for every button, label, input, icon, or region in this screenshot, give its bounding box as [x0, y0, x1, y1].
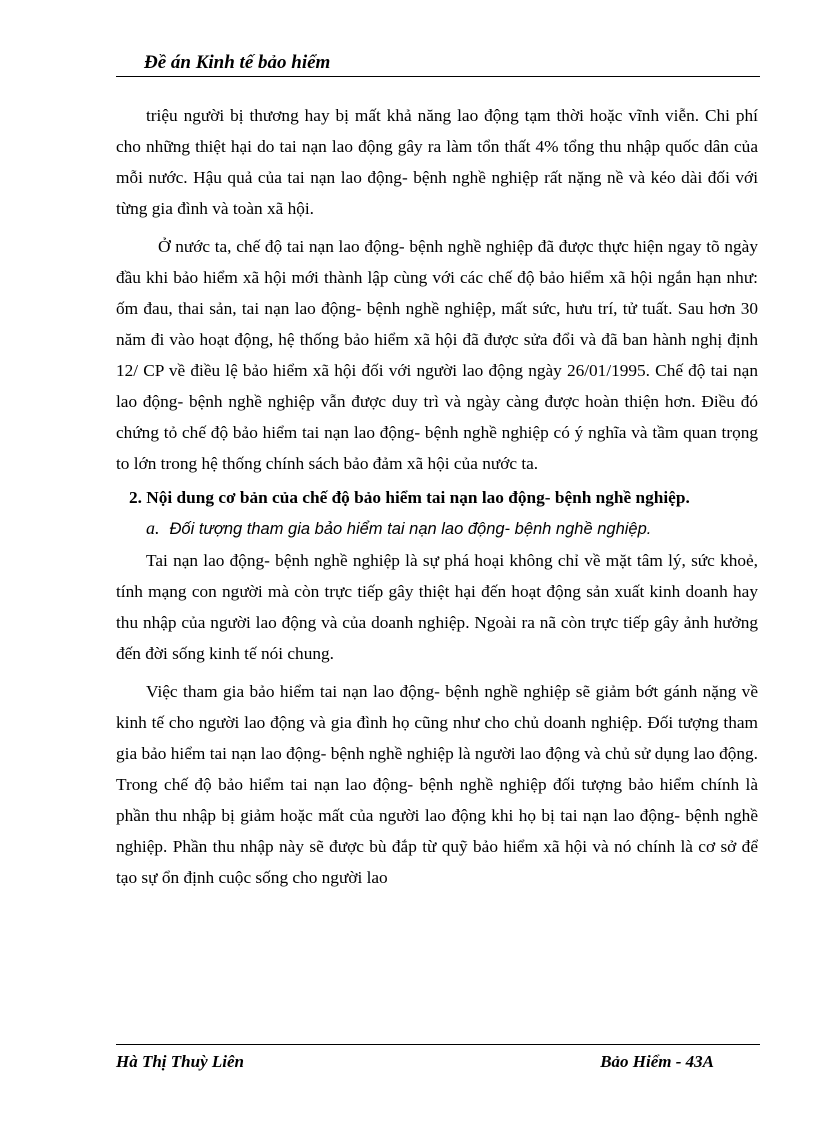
subsection-letter: a. — [146, 518, 160, 538]
footer-author: Hà Thị Thuỳ Liên — [116, 1052, 244, 1071]
footer-divider — [116, 1044, 760, 1045]
subsection-heading — [116, 513, 758, 545]
section-heading: 2. Nội dung cơ bản của chế độ bảo hiểm tai nạn lao động- bệnh nghề nghiệp. — [129, 488, 690, 507]
paragraph-vietnam-regime: Ở nước ta, chế độ tai nạn lao động- bệnh nghề nghiệp đã được thực hiện ngay tõ ngày đầu khi bảo hiểm xã hội mới thành lập cùng với các chế độ bảo hiểm xã hội ngắn hạn như: ốm đau, thai sản, tai nạn lao động- bệnh nghề nghiệp, mất sức, hưu trí, tử tuất. Sau hơn 30 năm đi vào hoạt động, hệ thống bảo hiểm xã hội đã được sửa đổi và đã ban hành nghị định 12/ CP về điều lệ bảo hiểm xã hội đối với người lao động ngày 26/01/1995. Chế độ tai nạn lao động- bệnh nghề nghiệp vẫn được duy trì và ngày càng được hoàn thiện hơn. Điều đó chứng tỏ chế độ bảo hiểm tai nạn lao động- bệnh nghề nghiệp có ý nghĩa và tầm quan trọng to lớn trong hệ thống chính sách bảo đảm xã hội của nước ta. — [116, 237, 758, 473]
header-title: Đề án Kinh tế bảo hiểm — [144, 52, 331, 73]
paragraph-participants: Việc tham gia bảo hiểm tai nạn lao động- bệnh nghề nghiệp sẽ giảm bớt gánh nặng về kinh tế cho người lao động và gia đình họ cũng như cho chủ doanh nghiệp. Đối tượng tham gia bảo hiểm tai nạn lao động- bệnh nghề nghiệp là người lao động và chủ sử dụng lao động. Trong chế độ bảo hiểm tai nạn lao động- bệnh nghề nghiệp đối tượng bảo hiểm chính là phần thu nhập bị giảm hoặc mất của người lao động khi họ bị tai nạn lao động- bệnh nghề nghiệp. Phần thu nhập này sẽ được bù đắp từ quỹ bảo hiểm xã hội và nó chính là cơ sở để tạo sự ổn định cuộc sống cho người lao — [116, 682, 758, 887]
document-body — [116, 100, 758, 893]
paragraph-continuation: triệu người bị thương hay bị mất khả năng lao động tạm thời hoặc vĩnh viễn. Chi phí cho những thiệt hại do tai nạn lao động gây ra làm tổn thất 4% tổng thu nhập quốc dân của mỗi nước. Hậu quả của tai nạn lao động- bệnh nghề nghiệp rất nặng nề và kéo dài đối với từng gia đình và toàn xã hội. — [116, 106, 758, 218]
footer-class: Bảo Hiểm - 43A — [600, 1052, 714, 1071]
header-divider — [116, 76, 760, 77]
subsection-title: Đối tượng tham gia bảo hiểm tai nạn lao động- bệnh nghề nghiệp. — [169, 520, 652, 538]
paragraph-accident-impact: Tai nạn lao động- bệnh nghề nghiệp là sự phá hoại không chỉ về mặt tâm lý, sức khoẻ, tính mạng con người mà còn trực tiếp gây thiệt hại đến hoạt động sản xuất kinh doanh hay thu nhập của người lao động và của doanh nghiệp. Ngoài ra nã còn trực tiếp gây ảnh hưởng đến đời sống kinh tế nói chung. — [116, 551, 758, 663]
